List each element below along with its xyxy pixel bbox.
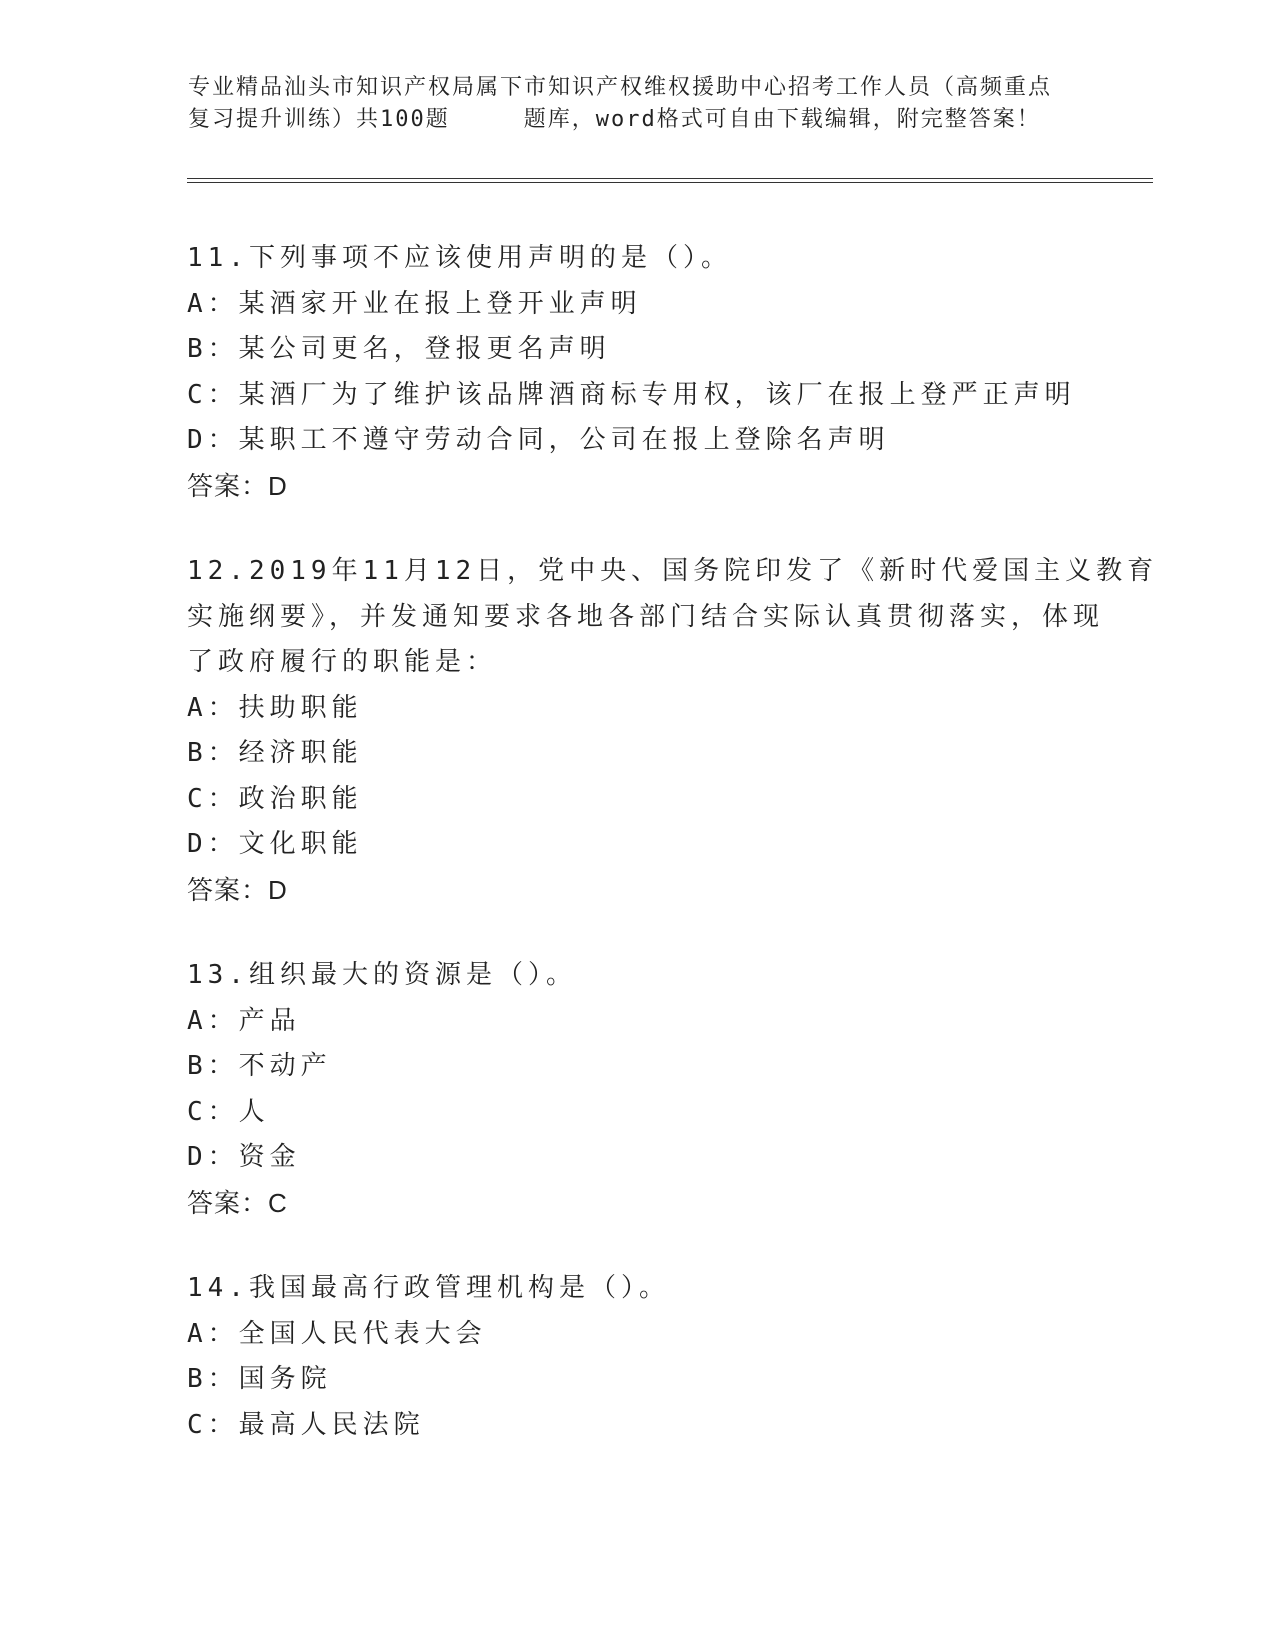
answer-key: 答案：D — [187, 874, 288, 905]
answer-option: B：某公司更名，登报更名声明 — [187, 334, 611, 364]
header-line-2-part-a: 复习提升训练）共100题 — [188, 107, 450, 132]
question-text: 11.下列事项不应该使用声明的是（）。 — [187, 243, 732, 273]
header-line-2 — [188, 104, 1088, 136]
answer-option: C：最高人民法院 — [187, 1409, 425, 1440]
answer-option: B：经济职能 — [187, 738, 363, 768]
question-text: 14.我国最高行政管理机构是（）。 — [187, 1273, 670, 1303]
question-block — [187, 549, 1159, 913]
answer-option: D：文化职能 — [187, 829, 363, 859]
header-divider-top — [187, 178, 1153, 179]
answer-option: A：扶助职能 — [187, 692, 363, 723]
answer-option: B：国务院 — [187, 1364, 332, 1394]
answer-option: A：全国人民代表大会 — [187, 1318, 487, 1349]
answer-option: D：资金 — [187, 1142, 301, 1172]
question-text: 了政府履行的职能是： — [187, 647, 498, 677]
answer-option: D：某职工不遵守劳动合同，公司在报上登除名声明 — [187, 425, 890, 455]
answer-option: B：不动产 — [187, 1051, 332, 1081]
answer-option: C：某酒厂为了维护该品牌酒商标专用权，该厂在报上登严正声明 — [187, 379, 1076, 410]
answer-key: 答案：D — [187, 470, 288, 501]
answer-option: A：产品 — [187, 1005, 301, 1036]
question-block — [187, 236, 1087, 509]
header-divider-bottom — [187, 182, 1153, 183]
answer-option: C：人 — [187, 1096, 270, 1127]
question-text: 实施纲要》，并发通知要求各地各部门结合实际认真贯彻落实，体现 — [187, 601, 1105, 632]
answer-key: 答案：C — [187, 1187, 288, 1218]
question-block — [187, 953, 1087, 1226]
question-list — [187, 236, 1159, 1488]
header-line-2-part-b: 题库，word格式可自由下载编辑，附完整答案！ — [523, 107, 1041, 132]
question-block — [187, 1266, 1087, 1448]
answer-option: A：某酒家开业在报上登开业声明 — [187, 288, 642, 319]
question-text: 13.组织最大的资源是（）。 — [187, 960, 577, 990]
answer-option: C：政治职能 — [187, 783, 363, 814]
header-line-1: 专业精品汕头市知识产权局属下市知识产权维权援助中心招考工作人员（高频重点 — [188, 75, 1053, 100]
document-header — [188, 72, 1088, 136]
question-text: 12.2019年11月12日，党中央、国务院印发了《新时代爱国主义教育 — [187, 556, 1159, 586]
